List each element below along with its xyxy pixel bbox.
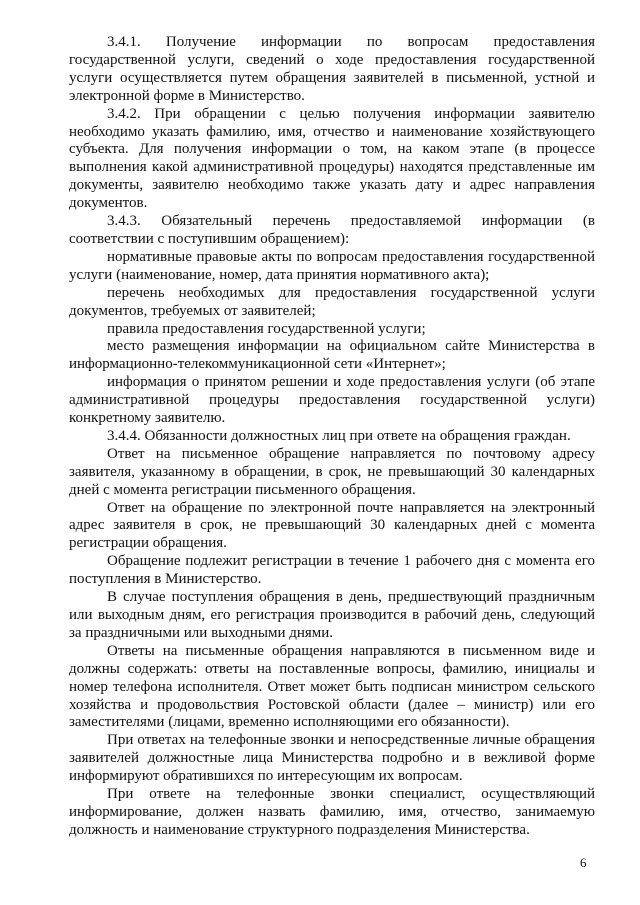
paragraph-written-reply: Ответ на письменное обращение направляется по почтовому адресу заявителя, указанному в обращении, в срок, не превышающий 30 календарных дней с момента регистрации письменного обращения. — [69, 445, 595, 498]
list-item-decision-info: информация о принятом решении и ходе предоставления услуги (об этапе административной процедуры предоставления государственной услуги) конкретному заявителю. — [69, 374, 595, 427]
paragraph-3-4-1: 3.4.1. Получение информации по вопросам предоставления государственной услуги, сведений о ходе предоставления государственной услуги осуществляется путем обращения заявителей в письменной, устной и электронной форме в Министерство. — [69, 34, 595, 104]
paragraph-phone-calls: При ответах на телефонные звонки и непосредственные личные обращения заявителей должностные лица Министерства подробно и в вежливой форме информируют обратившихся по интересующим их вопросам. — [69, 732, 595, 785]
list-item-website-info: место размещения информации на официальном сайте Министерства в информационно-телекоммуникационной сети «Интернет»; — [69, 338, 595, 373]
paragraph-3-4-3: 3.4.3. Обязательный перечень предоставляемой информации (в соответствии с поступившим обращением): — [69, 213, 595, 247]
paragraph-phone-answer: При ответе на телефонные звонки специалист, осуществляющий информирование, должен назвать фамилию, имя, отчество, занимаемую должность и наименование структурного подразделения Министерства. — [69, 786, 595, 838]
document-body — [69, 34, 595, 840]
list-item-required-documents: перечень необходимых для предоставления государственной услуги документов, требуемых от заявителей; — [69, 284, 595, 319]
paragraph-reply-content: Ответы на письменные обращения направляются в письменном виде и должны содержать: ответы на поставленные вопросы, фамилию, инициалы и номер телефона исполнителя. Ответ может быть подписан министром сельского хозяйства и продовольствия Ростовской области (далее – министр) или его заместителями (лицами, временно исполняющими его обязанности). — [69, 642, 595, 731]
paragraph-holiday-registration: В случае поступления обращения в день, предшествующий праздничным или выходным дням, его регистрация производится в рабочий день, следующий за праздничными или выходными днями. — [69, 589, 595, 641]
paragraph-registration: Обращение подлежит регистрации в течение 1 рабочего дня с момента его поступления в Министерство. — [69, 553, 595, 588]
list-item-normative-acts: нормативные правовые акты по вопросам предоставления государственной услуги (наименование, номер, дата принятия нормативного акта); — [69, 248, 595, 283]
paragraph-3-4-2: 3.4.2. При обращении с целью получения информации заявителю необходимо указать фамилию, имя, отчество и наименование хозяйствующего субъекта. Для получения информации о том, на каком этапе (в процессе выполнения какой административной процедуры) находятся представленные им документы, заявителю необходимо также указать дату и адрес направления документов. — [69, 105, 595, 212]
page-number: 6 — [580, 855, 587, 870]
paragraph-email-reply: Ответ на обращение по электронной почте направляется на электронный адрес заявителя в срок, не превышающий 30 календарных дней с момента регистрации обращения. — [69, 499, 595, 552]
paragraph-3-4-4: 3.4.4. Обязанности должностных лиц при ответе на обращения граждан. — [107, 427, 571, 444]
list-item-service-rules: правила предоставления государственной услуги; — [107, 320, 426, 337]
